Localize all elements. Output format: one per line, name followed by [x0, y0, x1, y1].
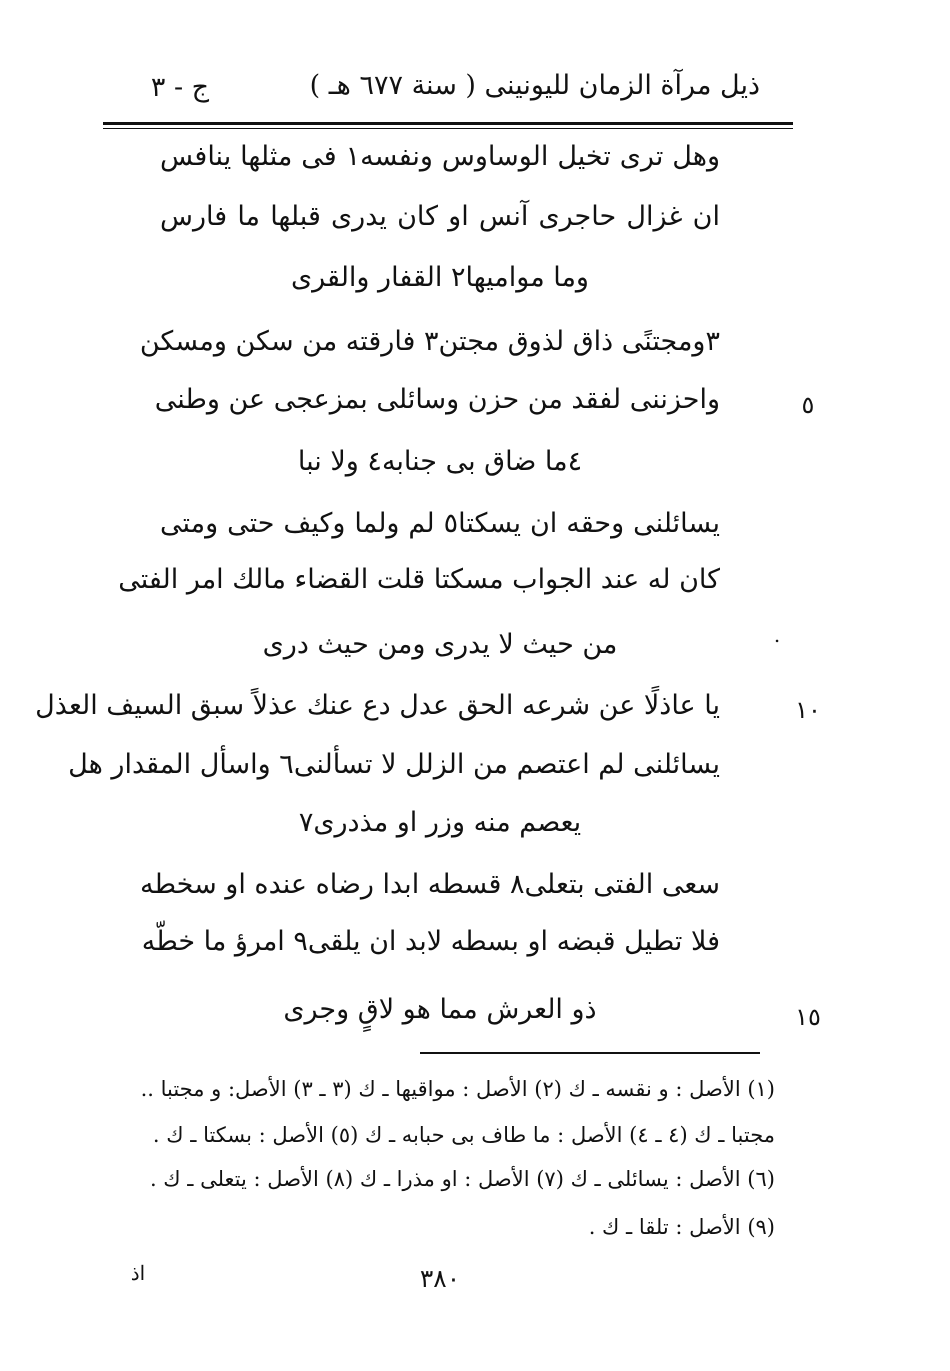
verse-line: ٤ما ضاق بى جنابه٤ ولا نبا	[297, 446, 583, 477]
verse-line: فلا تطيل قبضه او بسطه لابد ان يلقى٩ امرؤ ما خطّه	[141, 926, 720, 957]
verse-line: ٣ومجتنًى ذاق لذوق مجتن٣ فارقته من سكن ومسكن	[139, 326, 720, 357]
footnote-line: (٦) الأصل : يسائلى ـ ك (٧) الأصل : او مذرا ـ ك (٨) الأصل : يتعلى ـ ك .	[149, 1167, 775, 1191]
footnote-line: مجتبا ـ ك (٤ ـ ٤) الأصل : ما طاف بى حبابه ـ ك (٥) الأصل : بسكتا ـ ك .	[152, 1123, 775, 1147]
verse-line: وهل ترى تخيل الوساوس ونفسه١ فى مثلها ينافس	[160, 141, 721, 172]
margin-dot: .	[773, 623, 781, 647]
footnote-rule	[420, 1052, 760, 1054]
line-number: ١٠	[795, 696, 821, 724]
verse-line: من حيث لا يدرى ومن حيث درى	[262, 629, 618, 660]
verse-line: سعى الفتى بتعلى٨ قسطه ابدا رضاه عنده او سخطه	[140, 869, 720, 900]
line-number: ٥	[801, 391, 815, 419]
verse-line: يسائلنى وحقه ان يسكتا٥ لم ولما وكيف حتى ومتى	[160, 508, 720, 539]
header-rule-thick	[103, 122, 793, 125]
footnote-line: (١) الأصل : و نقسه ـ ك (٢) الأصل : مواقيها ـ ك (٣ ـ ٣) الأصل: و مجتبا ..	[140, 1077, 775, 1101]
verse-line: يعصم منه وزر او مذدرى٧	[298, 807, 582, 838]
verse-line: ذو العرش مما هو لاقٍ وجرى	[283, 994, 597, 1025]
page-number: ٣٨٠	[419, 1264, 461, 1293]
signature-mark: اذ	[130, 1261, 146, 1285]
header-rule-thin	[103, 128, 793, 129]
line-number: ١٥	[795, 1003, 821, 1031]
volume-label: ج - ٣	[150, 72, 210, 103]
verse-line: يسائلنى لم اعتصم من الزلل لا تسألنى٦ واسأل المقدار هل	[68, 749, 720, 780]
footnote-line: (٩) الأصل : تلقا ـ ك .	[588, 1215, 775, 1239]
running-title: ذيل مرآة الزمان لليونينى ( سنة ٦٧٧ هـ )	[309, 70, 760, 101]
verse-line: يا عاذلًا عن شرعه الحق عدل دع عنك عذلاً سبق السيف العذل	[35, 690, 720, 721]
verse-line: واحزننى لفقد من حزن وسائلى بمزعجى عن وطنى	[154, 384, 720, 415]
verse-line: وما مواميها٢ القفار والقرى	[291, 262, 589, 293]
verse-line: كان له عند الجواب مسكتا قلت القضاء مالك امر الفتى	[118, 564, 720, 595]
verse-line: ان غزال حاجرى آنس او كان يدرى قبلها ما فارس	[160, 201, 720, 232]
